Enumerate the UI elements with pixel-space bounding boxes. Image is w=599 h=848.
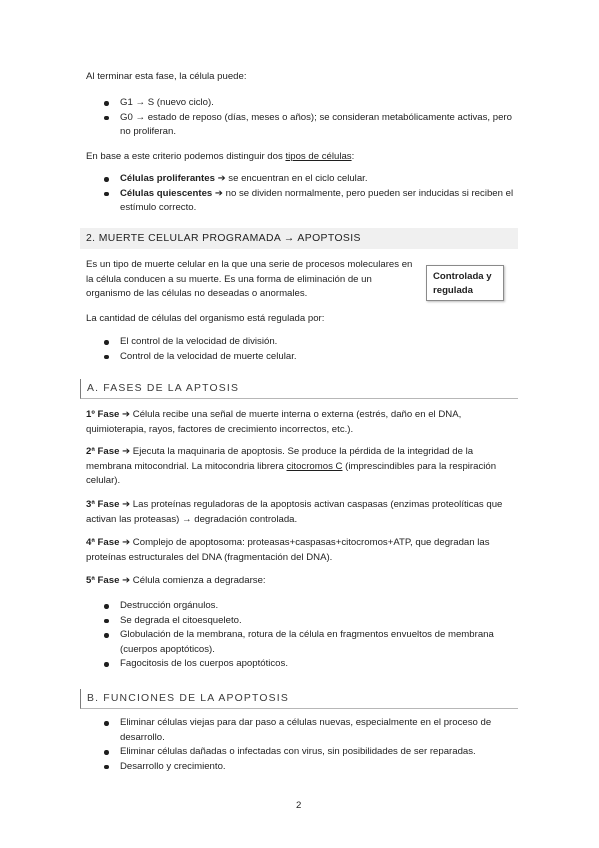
cell-types-link: tipos de células: [285, 151, 352, 162]
cytochrome-link: citocromos C: [286, 460, 343, 472]
section-heading-apoptosis: 2. MUERTE CELULAR PROGRAMADA → APOPTOSIS: [80, 228, 518, 249]
page-number: 2: [296, 800, 302, 811]
criterion-text: En base a este criterio podemos distinguir dos tipos de células:: [86, 151, 355, 162]
cell-types-list: [86, 172, 518, 216]
arrow-icon: ➔: [122, 446, 131, 457]
subsection-heading-phases: A. FASES DE LA APTOSIS: [80, 379, 518, 399]
list-item: Eliminar células dañadas o infectadas con virus, sin posibilidades de ser reparadas.: [86, 745, 518, 760]
phase-5-list: [86, 599, 518, 672]
controlled-regulated-box: Controlada y regulada: [426, 265, 504, 301]
functions-list: [86, 716, 518, 774]
list-item: Destrucción orgánulos.: [86, 599, 518, 614]
arrow-icon: ➔: [122, 537, 131, 548]
apoptosis-definition: Es un tipo de muerte celular en la que una serie de procesos moleculares en la célula conducen a su muerte. Es una forma de eliminación de un organismo de las células no deseadas o anormales.: [86, 259, 413, 299]
list-item: Globulación de la membrana, rotura de la célula en fragmentos envueltos de membrana (cuerpos apoptóticos).: [86, 628, 518, 657]
subsection-heading-functions: B. FUNCIONES DE LA APOPTOSIS: [80, 689, 518, 709]
phase-options-list: [86, 96, 518, 140]
arrow-icon: ➔: [122, 409, 131, 420]
list-item: Células quiescentes ➔ no se dividen normalmente, pero pueden ser inducidas si reciben el estímulo correcto.: [86, 187, 518, 216]
regulated-list: [86, 335, 518, 364]
list-item: G1 → S (nuevo ciclo).: [86, 96, 518, 111]
phase-1: 1º Fase ➔ Célula recibe una señal de muerte interna o externa (estrés, daño en el DNA, quimioterapia, rayos, factores de crecimiento incorrectos, etc.).: [86, 409, 462, 435]
phase-4: 4ª Fase ➔ Complejo de apoptosoma: proteasas+caspasas+citocromos+ATP, que degradan las proteínas estructurales del DNA (fragmentación del DNA).: [86, 537, 490, 563]
list-item: Fagocitosis de los cuerpos apoptóticos.: [86, 657, 518, 672]
intro-text: Al terminar esta fase, la célula puede:: [86, 71, 247, 82]
arrow-icon: ➔: [122, 499, 131, 510]
list-item: G0 → estado de reposo (días, meses o años); se consideran metabólicamente activas, pero no proliferan.: [86, 111, 518, 140]
arrow-icon: ➔: [217, 173, 226, 184]
list-item: Células proliferantes ➔ se encuentran en el ciclo celular.: [86, 172, 518, 187]
arrow-icon: ➔: [122, 575, 131, 586]
list-item: El control de la velocidad de división.: [86, 335, 518, 350]
phase-2: 2ª Fase ➔ Ejecuta la maquinaria de apoptosis. Se produce la pérdida de la integridad de la membrana mitocondrial. La mitocondria librera citocromos C (imprescindibles para la respiración celular).: [86, 446, 497, 486]
phase-5: 5ª Fase ➔ Célula comienza a degradarse:: [86, 575, 266, 586]
regulated-intro: La cantidad de células del organismo está regulada por:: [86, 313, 325, 324]
arrow-icon: ➔: [214, 187, 223, 199]
list-item: Se degrada el citoesqueleto.: [86, 614, 518, 629]
phase-3: 3ª Fase ➔ Las proteínas reguladoras de la apoptosis activan caspasas (enzimas proteolíticas que activan las proteasas) → degradación controlada.: [86, 499, 503, 525]
list-item: Eliminar células viejas para dar paso a células nuevas, especialmente en el proceso de desarrollo.: [86, 716, 518, 745]
list-item: Control de la velocidad de muerte celular.: [86, 350, 518, 365]
list-item: Desarrollo y crecimiento.: [86, 760, 518, 775]
